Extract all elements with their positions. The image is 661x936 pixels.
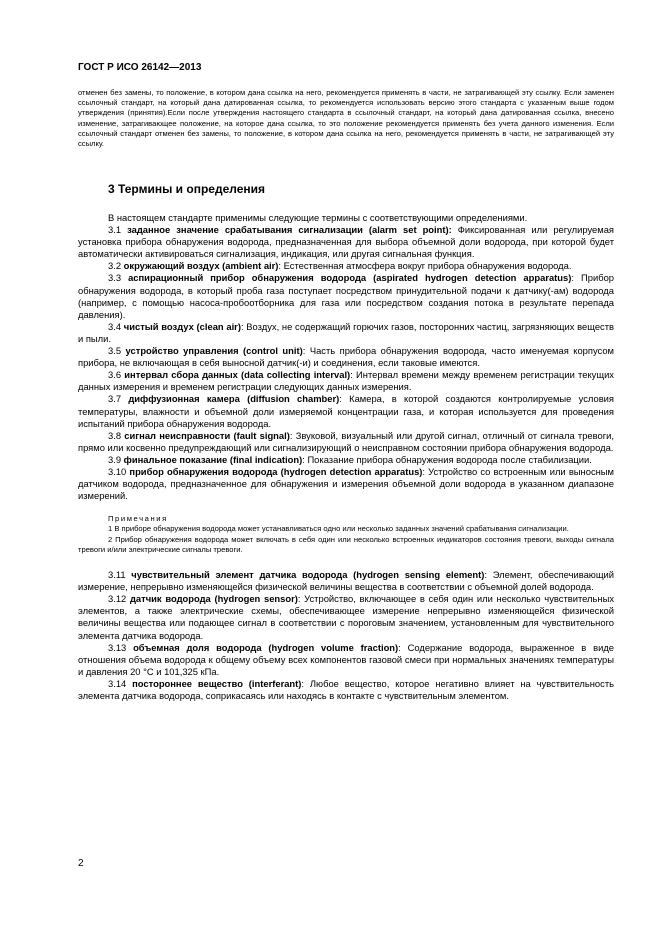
term-paragraph: 3.11 чувствительный элемент датчика водорода (hydrogen sensing element): Элемент, обеспечивающий измерение, непрерывно изменяющейся физической величины вещества в соответствии с объемной долей водорода. bbox=[78, 569, 615, 593]
term-name: диффузионная камера (diffusion chamber) bbox=[128, 393, 340, 405]
term-definition: : Звуковой, визуальный или другой сигнал, отличный от сигнала тревоги, прямо или косвенно предупреждающий или сигнализирующий о неисправном состоянии прибора обнаружения водорода. bbox=[78, 429, 614, 453]
term-paragraph: 3.1 заданное значение срабатывания сигнализации (alarm set point): Фиксированная или регулируемая установка прибора обнаружения водорода, предназначенная для выбора объемной доли водорода, при которой будет автоматически активироваться сигнализация, индикация, или другая сигнальная функция. bbox=[78, 224, 615, 260]
terms-continued bbox=[78, 569, 614, 702]
term-definition: : Элемент, обеспечивающий измерение, непрерывно изменяющейся физической величины вещества в соответствии с объемной долей водорода. bbox=[78, 569, 615, 593]
term-name: финальное показание (final indication) bbox=[123, 453, 303, 465]
intro-text bbox=[78, 88, 614, 149]
term-paragraph: 3.3 аспирационный прибор обнаружения водорода (aspirated hydrogen detection apparatus): Прибор обнаружения водорода, в который проба газа поступает посредством принудительной подачи к датчику(-ам) водорода (например, с помощью насоса-пробоотборника для газа или посредством создания потока в результате перепада давления). bbox=[78, 272, 615, 320]
note-item: 2 Прибор обнаружения водорода может включать в себя один или несколько встроенных индикаторов состояния тревоги, выходы сигнала тревоги и/или электрические сигналы тревоги. bbox=[78, 534, 614, 554]
term-paragraph: 3.9 финальное показание (final indication): Показание прибора обнаружения водорода после стабилизации. bbox=[108, 453, 592, 465]
term-name: прибор обнаружения водорода (hydrogen detection apparatus) bbox=[129, 465, 423, 477]
term-definition: : Устройство, включающее в себя один или несколько чувствительных элементов, а также электрические схемы, обеспечивающее измерение непрерывно изменяющейся физической величины вещества или подающее сигнал в соответствии с пороговым значением, установленным для чувствительного элемента датчика водорода. bbox=[78, 593, 615, 641]
term-definition: : Воздух, не содержащий горючих газов, посторонних частиц, загрязняющих веществ и пыли. bbox=[78, 320, 614, 344]
term-name: окружающий воздух (ambient air) bbox=[123, 260, 279, 272]
term-paragraph: 3.13 объемная доля водорода (hydrogen volume fraction): Содержание водорода, выраженное в виде отношения объема водорода к общему объему всех компонентов газовой смеси при нормальных значениях температуры и давления 20 °С и 101,325 кПа. bbox=[78, 641, 614, 677]
term-definition: : Камера, в которой создаются контролируемые условия температуры, влажности и объемной доли измеряемой концентрации газа, и которая используется для проведения испытаний прибора обнаружения водорода. bbox=[78, 393, 614, 429]
term-paragraph: 3.10 прибор обнаружения водорода (hydrogen detection apparatus): Устройство со встроенным или выносным датчиком водорода, предназначенное для обнаружения и измерения объемной доли водорода в указанном диапазоне измерений. bbox=[78, 465, 614, 502]
term-name: интервал сбора данных (data collecting interval) bbox=[124, 369, 351, 381]
page-number: 2 bbox=[78, 858, 84, 869]
document-header: ГОСТ Р ИСО 26142—2013 bbox=[78, 62, 202, 73]
term-name: аспирационный прибор обнаружения водорода (aspirated hydrogen detection apparatus) bbox=[128, 272, 572, 284]
section-title: 3 Термины и определения bbox=[108, 182, 266, 196]
term-paragraph: 3.4 чистый воздух (clean air): Воздух, не содержащий горючих газов, посторонних частиц, загрязняющих веществ и пыли. bbox=[78, 320, 614, 344]
term-paragraph: 3.7 диффузионная камера (diffusion chamber): Камера, в которой создаются контролируемые условия температуры, влажности и объемной доли измеряемой концентрации газа, и которая используется для проведения испытаний прибора обнаружения водорода. bbox=[78, 393, 614, 429]
term-name: постороннее вещество (interferant) bbox=[132, 677, 302, 689]
term-paragraph: 3.8 сигнал неисправности (fault signal): Звуковой, визуальный или другой сигнал, отличный от сигнала тревоги, прямо или косвенно предупреждающий или сигнализирующий о неисправном состоянии прибора обнаружения водорода. bbox=[78, 429, 614, 453]
term-definition: : Прибор обнаружения водорода, в который проба газа поступает посредством принудительной подачи к датчику(-ам) водорода (например, с помощью насоса-пробоотборника для газа или посредством создания потока в результате перепада давления). bbox=[78, 272, 615, 320]
term-name: объемная доля водорода (hydrogen volume fraction) bbox=[133, 641, 399, 653]
term-definition: : Естественная атмосфера вокруг прибора обнаружения водорода. bbox=[278, 260, 572, 272]
term-definition: Фиксированная или регулируемая установка прибора обнаружения водорода, предназначенная для выбора объемной доли водорода, при которой будет автоматически активироваться сигнализация, индикация, или другая сигнальная функция. bbox=[78, 224, 615, 260]
term-name: датчик водорода (hydrogen sensor) bbox=[129, 593, 298, 605]
term-paragraph: 3.2 окружающий воздух (ambient air): Естественная атмосфера вокруг прибора обнаружения водорода. bbox=[108, 260, 572, 272]
term-definition: : Содержание водорода, выраженное в виде отношения объема водорода к общему объему всех компонентов газовой смеси при нормальных значениях температуры и давления 20 °С и 101,325 кПа. bbox=[78, 641, 614, 677]
term-name: устройство управления (control unit) bbox=[125, 345, 303, 357]
term-name: чистый воздух (clean air) bbox=[123, 320, 241, 332]
term-paragraph: 3.6 интервал сбора данных (data collecting interval): Интервал времени между временем регистрации текущих данных измерения и временем регистрации следующих данных измерения. bbox=[78, 369, 614, 393]
notes-block bbox=[78, 514, 614, 555]
term-definition: : Устройство со встроенным или выносным датчиком водорода, предназначенное для обнаружения и измерения объемной доли водорода в указанном диапазоне измерений. bbox=[78, 465, 614, 502]
notes-title: Примечания bbox=[108, 514, 168, 524]
term-definition: : Часть прибора обнаружения водорода, часто именуемая корпусом прибора, не включающая в себя выносной датчик(-и) и соединения, если таковые имеются. bbox=[78, 345, 615, 369]
term-name: чувствительный элемент датчика водорода (hydrogen sensing element) bbox=[131, 569, 485, 581]
lead-paragraph: В настоящем стандарте применимы следующие термины с соответствующими определениями. bbox=[108, 212, 528, 223]
term-definition: : Любое вещество, которое негативно влияет на чувствительность элемента датчика водорода, соприкасаясь или находясь в контакте с чувствительным элементом. bbox=[78, 677, 614, 701]
intro-paragraph: отменен без замены, то положение, в котором дана ссылка на него, рекомендуется применять в части, не затрагивающей эту ссылку. Если заменен ссылочный стандарт, на который дана датированная ссылка, то рекомендуется использовать версию этого стандарта с указанным выше годом утверждения (принятия).Если после утверждения настоящего стандарта в ссылочный стандарт, на который дана датированная ссылка, внесено изменение, затрагивающее положение, на которое дана ссылка, то это положение рекомендуется применять без учета данного изменения. Если ссылочный стандарт отменен без замены, то положение, в котором дана ссылка на него, рекомендуется применять в части, не затрагивающей эту ссылку. bbox=[78, 88, 614, 149]
term-paragraph: 3.14 постороннее вещество (interferant): Любое вещество, которое негативно влияет на чувствительность элемента датчика водорода, соприкасаясь или находясь в контакте с чувствительным элементом. bbox=[78, 677, 614, 701]
term-paragraph: 3.12 датчик водорода (hydrogen sensor): Устройство, включающее в себя один или несколько чувствительных элементов, а также электрические схемы, обеспечивающее измерение непрерывно изменяющейся физической величины вещества или подающее сигнал в соответствии с пороговым значением, установленным для чувствительного элемента датчика водорода. bbox=[78, 593, 615, 641]
note-item: 1 В приборе обнаружения водорода может устанавливаться одно или несколько заданных значений срабатывания сигнализации. bbox=[108, 524, 569, 534]
term-definition: : Показание прибора обнаружения водорода после стабилизации. bbox=[302, 453, 592, 465]
term-name: заданное значение срабатывания сигнализации (alarm set point): bbox=[127, 224, 452, 236]
term-name: сигнал неисправности (fault signal) bbox=[124, 429, 290, 441]
term-paragraph: 3.5 устройство управления (control unit): Часть прибора обнаружения водорода, часто именуемая корпусом прибора, не включающая в себя выносной датчик(-и) и соединения, если таковые имеются. bbox=[78, 345, 615, 369]
term-definition: : Интервал времени между временем регистрации текущих данных измерения и временем регистрации следующих данных измерения. bbox=[78, 369, 614, 393]
terms-body bbox=[78, 212, 614, 702]
